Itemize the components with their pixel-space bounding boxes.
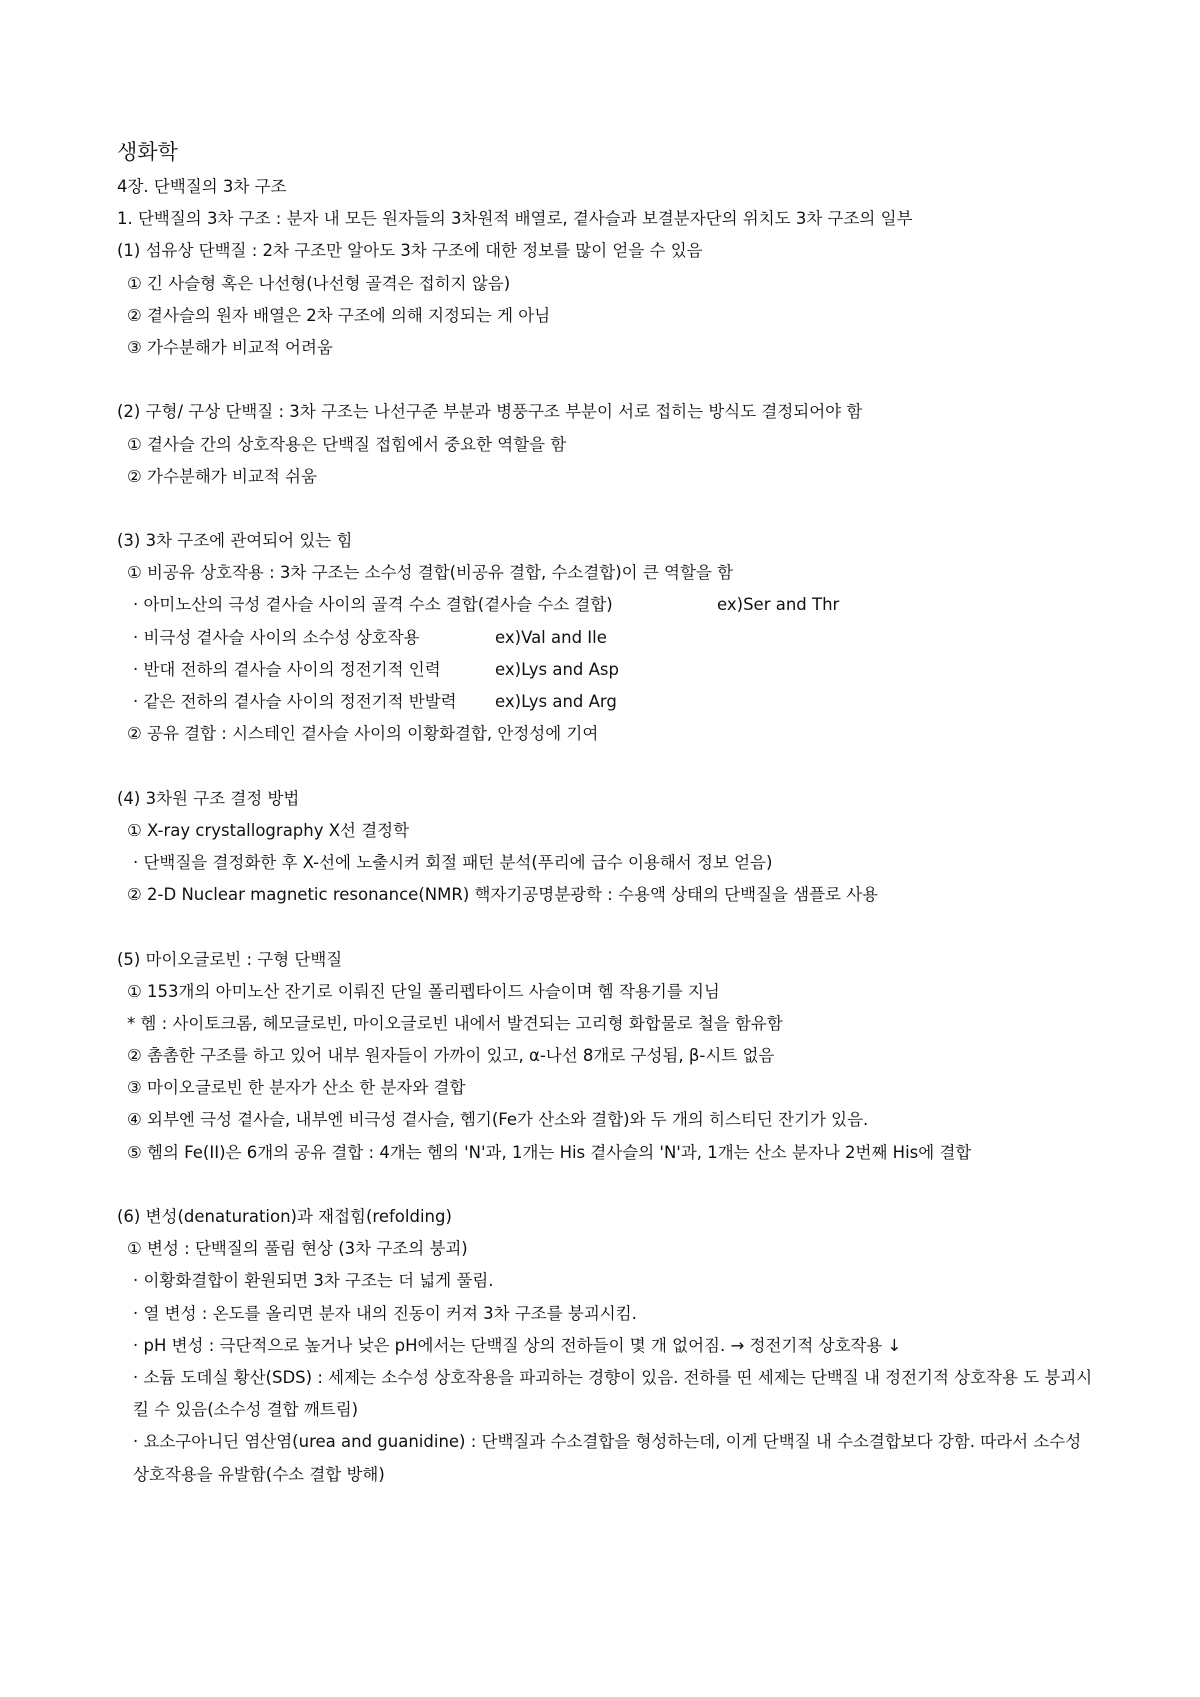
document-title: 생화학 bbox=[117, 140, 178, 164]
denaturation-item-1: ① 변성 : 단백질의 풀림 현상 (3차 구조의 붕괴) bbox=[127, 1239, 468, 1259]
myoglobin-item-2: ② 촘촘한 구조를 하고 있어 내부 원자들이 가까이 있고, α-나선 8개로 구성됨, β-시트 없음 bbox=[127, 1046, 775, 1066]
myoglobin-heading: (5) 마이오글로빈 : 구형 단백질 bbox=[117, 949, 343, 969]
myoglobin-item-1: ① 153개의 아미노산 잔기로 이뤄진 단일 폴리펩타이드 사슬이며 헴 작용기를 지님 bbox=[127, 981, 720, 1001]
forces-heading: (3) 3차 구조에 관여되어 있는 힘 bbox=[117, 531, 353, 551]
denaturation-bullet-5: · 요소구아니딘 염산염(urea and guanidine) : 단백질과 수소결합을 형성하는데, 이게 단백질 내 수소결합보다 강함. 따라서 소수성 상호작용을 유발함(수소 결합 방해) bbox=[133, 1432, 1082, 1484]
myoglobin-item-3: ③ 마이오글로빈 한 분자가 산소 한 분자와 결합 bbox=[127, 1078, 466, 1098]
forces-bullet-4 bbox=[117, 686, 1097, 718]
forces-bullet-3-example: ex)Lys and Asp bbox=[495, 659, 619, 679]
fibrous-heading: (1) 섬유상 단백질 : 2차 구조만 알아도 3차 구조에 대한 정보를 많이 얻을 수 있음 bbox=[117, 241, 703, 261]
methods-bullet-1: · 단백질을 결정화한 후 X-선에 노출시켜 회절 패턴 분석(푸리에 급수 이용해서 정보 얻음) bbox=[133, 852, 773, 872]
forces-bullet-3-text: · 반대 전하의 곁사슬 사이의 정전기적 인력 bbox=[133, 659, 441, 679]
forces-bullet-4-text: · 같은 전하의 곁사슬 사이의 정전기적 반발력 bbox=[133, 692, 457, 711]
denaturation-bullet-4: · 소듐 도데실 황산(SDS) : 세제는 소수성 상호작용을 파괴하는 경향이 있음. 전하를 띤 세제는 단백질 내 정전기적 상호작용 도 붕괴시킬 수 있음(소수성 결합 깨트림) bbox=[133, 1367, 1093, 1420]
document-page bbox=[117, 133, 1097, 1491]
spacer bbox=[117, 493, 1097, 525]
spacer bbox=[117, 364, 1097, 396]
forces-bullet-2-example: ex)Val and Ile bbox=[495, 627, 607, 647]
methods-item-2: ② 2-D Nuclear magnetic resonance(NMR) 핵자기공명분광학 : 수용액 상태의 단백질을 샘플로 사용 bbox=[127, 885, 879, 905]
spacer bbox=[117, 1169, 1097, 1201]
methods-item-1: ① X-ray crystallography X선 결정학 bbox=[127, 820, 410, 840]
methods-heading: (4) 3차원 구조 결정 방법 bbox=[117, 788, 300, 808]
spacer bbox=[117, 750, 1097, 782]
spacer bbox=[117, 911, 1097, 943]
myoglobin-item-5: ⑤ 헴의 Fe(II)은 6개의 공유 결합 : 4개는 헴의 'N'과, 1개는 His 곁사슬의 'N'과, 1개는 산소 분자나 2번째 His에 결합 bbox=[127, 1142, 972, 1162]
fibrous-item-2: ② 곁사슬의 원자 배열은 2차 구조에 의해 지정되는 게 아님 bbox=[127, 305, 551, 325]
globular-item-2: ② 가수분해가 비교적 쉬움 bbox=[127, 466, 317, 486]
denaturation-heading: (6) 변성(denaturation)과 재접힘(refolding) bbox=[117, 1207, 452, 1226]
globular-heading: (2) 구형/ 구상 단백질 : 3차 구조는 나선구준 부분과 병풍구조 부분이 서로 접히는 방식도 결정되어야 함 bbox=[117, 402, 863, 422]
forces-bullet-3 bbox=[117, 654, 1097, 686]
forces-bullet-4-example: ex)Lys and Arg bbox=[495, 692, 617, 711]
section-1-definition: 1. 단백질의 3차 구조 : 분자 내 모든 원자들의 3차원적 배열로, 곁사슬과 보결분자단의 위치도 3차 구조의 일부 bbox=[117, 209, 913, 229]
myoglobin-item-4: ④ 외부엔 극성 곁사슬, 내부엔 비극성 곁사슬, 헴기(Fe가 산소와 결합)와 두 개의 히스티딘 잔기가 있음. bbox=[127, 1110, 869, 1130]
denaturation-bullet-1: · 이황화결합이 환원되면 3차 구조는 더 넓게 풀림. bbox=[133, 1271, 494, 1291]
fibrous-item-1: ① 긴 사슬형 혹은 나선형(나선형 골격은 접히지 않음) bbox=[127, 273, 511, 293]
fibrous-item-3: ③ 가수분해가 비교적 어려움 bbox=[127, 337, 333, 357]
forces-bullet-2-text: · 비극성 곁사슬 사이의 소수성 상호작용 bbox=[133, 627, 420, 647]
forces-bullet-1 bbox=[117, 589, 1097, 621]
globular-item-1: ① 곁사슬 간의 상호작용은 단백질 접힘에서 중요한 역할을 함 bbox=[127, 434, 567, 454]
forces-bullet-1-text: · 아미노산의 극성 곁사슬 사이의 골격 수소 결합(곁사슬 수소 결합) bbox=[133, 595, 613, 615]
chapter-heading: 4장. 단백질의 3차 구조 bbox=[117, 177, 287, 196]
forces-item-1: ① 비공유 상호작용 : 3차 구조는 소수성 결합(비공유 결합, 수소결합)이 큰 역할을 함 bbox=[127, 563, 734, 583]
denaturation-bullet-2: · 열 변성 : 온도를 올리면 분자 내의 진동이 커져 3차 구조를 붕괴시킴. bbox=[133, 1303, 637, 1323]
forces-bullet-1-example: ex)Ser and Thr bbox=[717, 595, 840, 615]
denaturation-bullet-3: · pH 변성 : 극단적으로 높거나 낮은 pH에서는 단백질 상의 전하들이 몇 개 없어짐. → 정전기적 상호작용 ↓ bbox=[133, 1335, 902, 1355]
forces-item-2: ② 공유 결합 : 시스테인 곁사슬 사이의 이황화결합, 안정성에 기여 bbox=[127, 724, 599, 744]
forces-bullet-2 bbox=[117, 622, 1097, 654]
myoglobin-note: * 헴 : 사이토크롬, 헤모글로빈, 마이오글로빈 내에서 발견되는 고리형 화합물로 철을 함유함 bbox=[127, 1013, 783, 1033]
